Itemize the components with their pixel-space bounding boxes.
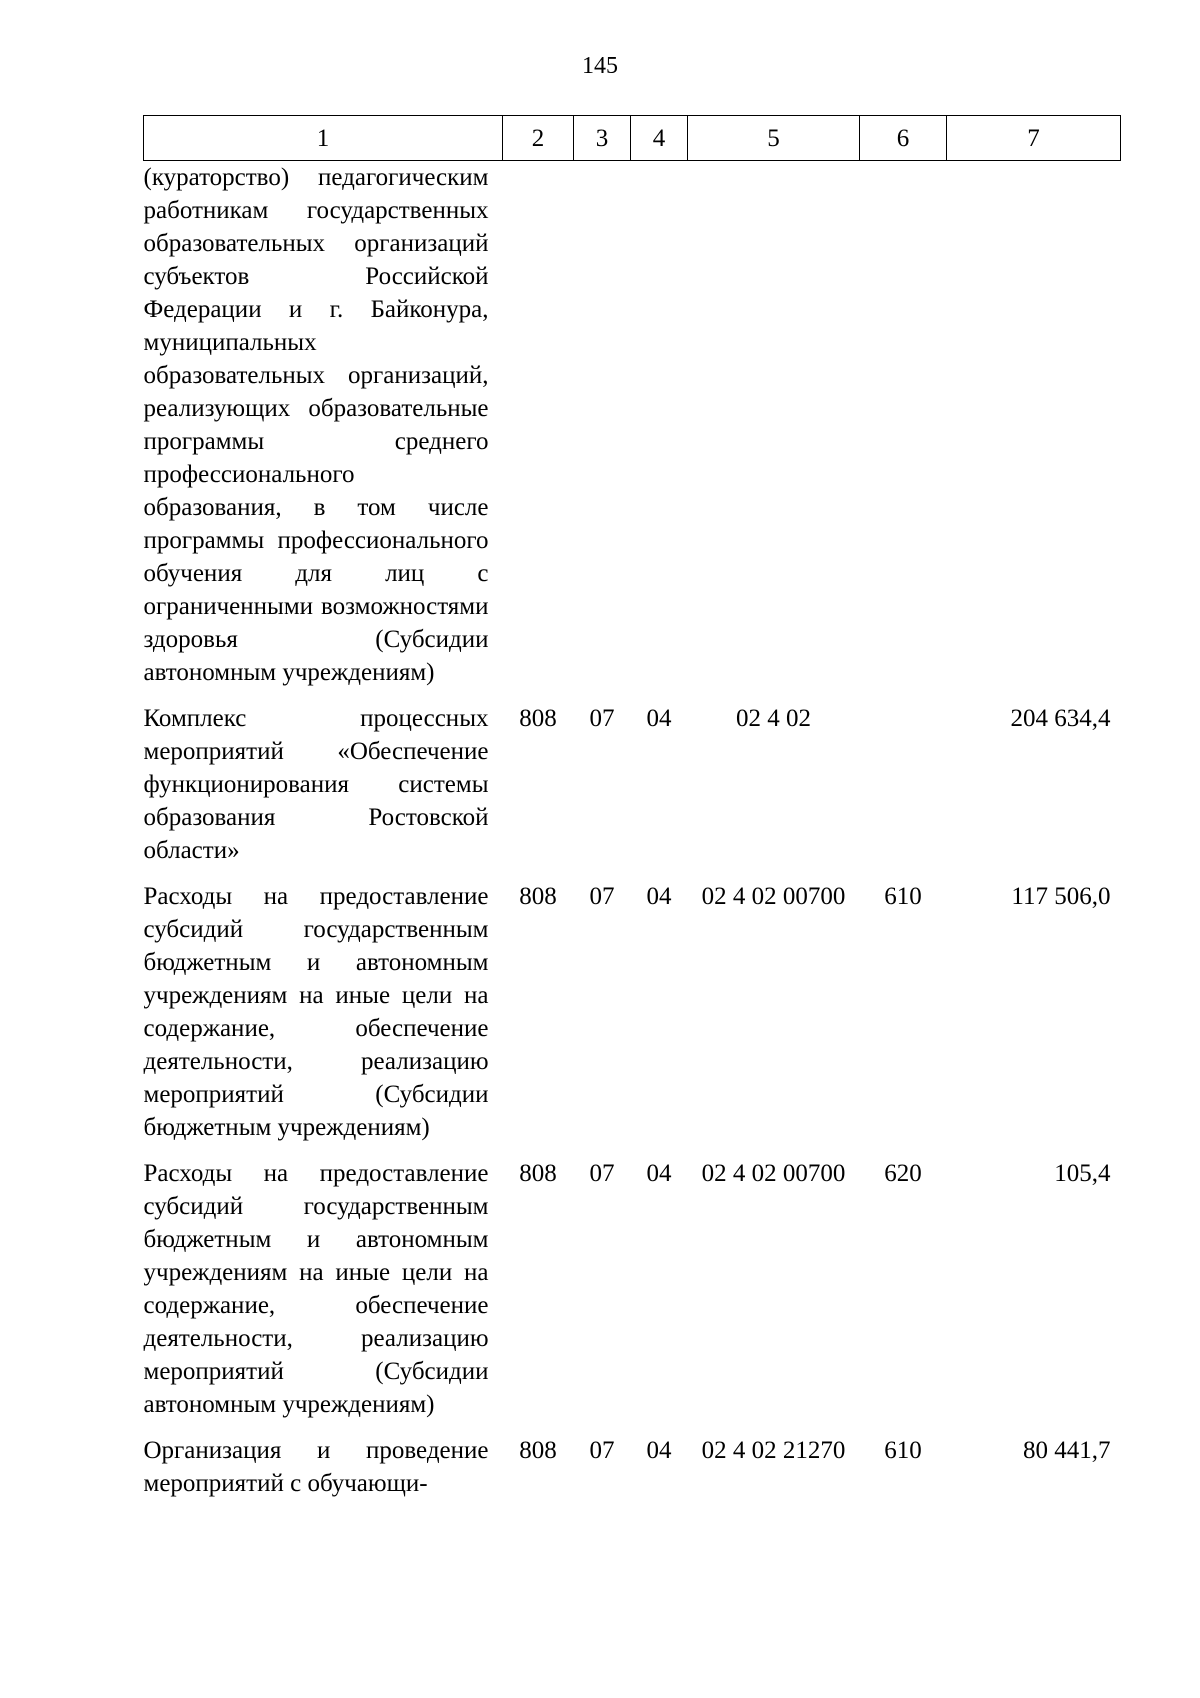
row-subsection-code: 04 [646,883,672,910]
row-amount [947,161,1121,703]
row-subsection-code: 04 [646,1437,672,1464]
column-header: 2 [503,116,574,161]
page-number: 145 [582,53,618,79]
row-subsection-code: 04 [646,705,672,732]
row-section-code: 07 [589,1437,615,1464]
row-target-code: 02 4 02 21270 [701,1437,846,1464]
row-section-code: 07 [589,883,615,910]
row-section-code [574,161,631,703]
row-expense-type: 610 [884,1437,922,1464]
row-ministry-code: 808 [519,705,557,732]
row-ministry-code [503,161,574,703]
column-header: 1 [144,116,503,161]
row-amount: 80 441,7 [1023,1437,1111,1464]
row-expense-type [860,161,947,703]
row-amount: 204 634,4 [1010,705,1111,732]
row-subsection-code [631,161,688,703]
row-amount: 105,4 [1054,1160,1111,1187]
row-target-code: 02 4 02 [736,705,811,732]
table-row [144,880,1121,1157]
row-amount: 117 506,0 [1011,883,1111,910]
row-ministry-code: 808 [519,1160,557,1187]
row-ministry-code: 808 [519,1437,557,1464]
column-header: 5 [688,116,860,161]
table-row [144,161,1121,703]
row-expense-type: 610 [884,883,922,910]
header-row [144,116,1121,161]
table-row [144,1434,1121,1500]
column-header: 6 [860,116,947,161]
row-subsection-code: 04 [646,1160,672,1187]
column-header: 4 [631,116,688,161]
table-row [144,702,1121,880]
column-header: 3 [574,116,631,161]
budget-table [143,115,1121,1500]
row-expense-type [860,702,947,880]
row-expense-type: 620 [884,1160,922,1187]
row-description: (кураторство) педагогическим работникам государственных образовательных организаций субъектов Российской Федерации и г. Байконура, муниципальных образовательных организаций, реализующих образовательные программы среднего профессионального образования, в том числе программы профессионального обучения для лиц с ограниченными возможностями здоровья (Субсидии автономным учреждениям) [143,164,489,686]
row-description: Организация и проведение мероприятий с обучающи- [143,1437,489,1497]
column-header: 7 [947,116,1121,161]
row-target-code: 02 4 02 00700 [701,1160,846,1187]
row-description: Комплекс процессных мероприятий «Обеспечение функционирования системы образования Ростовской области» [143,705,489,864]
row-target-code [688,161,860,703]
table-row [144,1157,1121,1434]
row-target-code: 02 4 02 00700 [701,883,846,910]
row-ministry-code: 808 [519,883,557,910]
row-section-code: 07 [589,1160,615,1187]
row-description: Расходы на предоставление субсидий государственным бюджетным и автономным учреждениям на иные цели на содержание, обеспечение деятельности, реализацию мероприятий (Субсидии бюджетным учреждениям) [143,883,489,1141]
row-description: Расходы на предоставление субсидий государственным бюджетным и автономным учреждениям на иные цели на содержание, обеспечение деятельности, реализацию мероприятий (Субсидии автономным учреждениям) [143,1160,489,1418]
row-section-code: 07 [589,705,615,732]
